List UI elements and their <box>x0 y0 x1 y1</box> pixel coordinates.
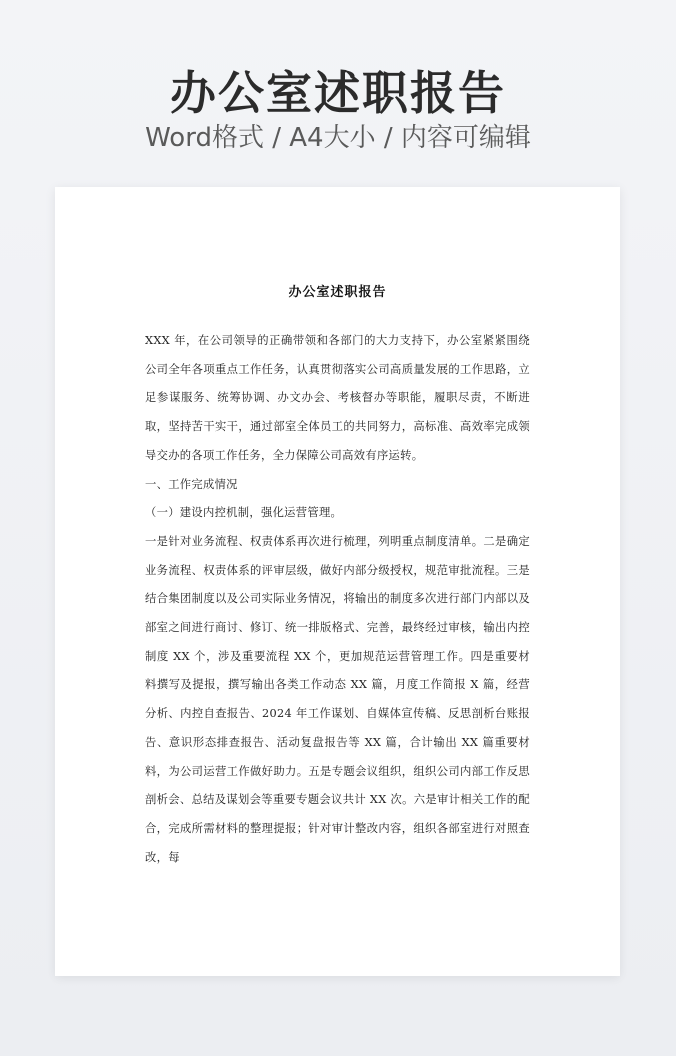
document-title: 办公室述职报告 <box>288 285 387 300</box>
banner-title: 办公室述职报告 <box>170 66 506 120</box>
subsection-heading: （一）建设内控机制，强化运营管理。 <box>145 506 343 520</box>
banner-subtitle: Word格式 / A4大小 / 内容可编辑 <box>145 123 531 153</box>
paragraph-intro: XXX 年，在公司领导的正确带领和各部门的大力支持下，办公室紧紧围绕公司全年各项重点工作任务，认真贯彻落实公司高质量发展的工作思路，立足参谋服务、统筹协调、办文办会、考核督办等职能，履职尽责，不断进取，坚持苦干实干，通过部室全体员工的共同努力，高标准、高效率完成领导交办的各项工作任务，全力保障公司高效有序运转。 <box>145 334 530 462</box>
document-page <box>55 187 620 976</box>
document-body <box>145 327 530 872</box>
paragraph-details: 一是针对业务流程、权责体系再次进行梳理，列明重点制度清单。二是确定业务流程、权责体系的评审层级，做好内部分级授权，规范审批流程。三是结合集团制度以及公司实际业务情况，将输出的制度多次进行部门内部以及部室之间进行商讨、修订、统一排版格式、完善，最终经过审核，输出内控制度 XX 个，涉及重要流程 XX 个，更加规范运营管理工作。四是重要材料撰写及提报，撰写输出各类工作动态 XX 篇，月度工作简报 X 篇，经营分析、内控自查报告、2024 年工作谋划、自媒体宣传稿、反思剖析台账报告、意识形态排查报告、活动复盘报告等 XX 篇，合计输出 XX 篇重要材料，为公司运营工作做好助力。五是专题会议组织，组织公司内部工作反思剖析会、总结及谋划会等重要专题会议共计 XX 次。六是审计相关工作的配合，完成所需材料的整理提报；针对审计整改内容，组织各部室进行对照查改，每 <box>145 534 530 864</box>
section-heading: 一、工作完成情况 <box>145 477 238 491</box>
